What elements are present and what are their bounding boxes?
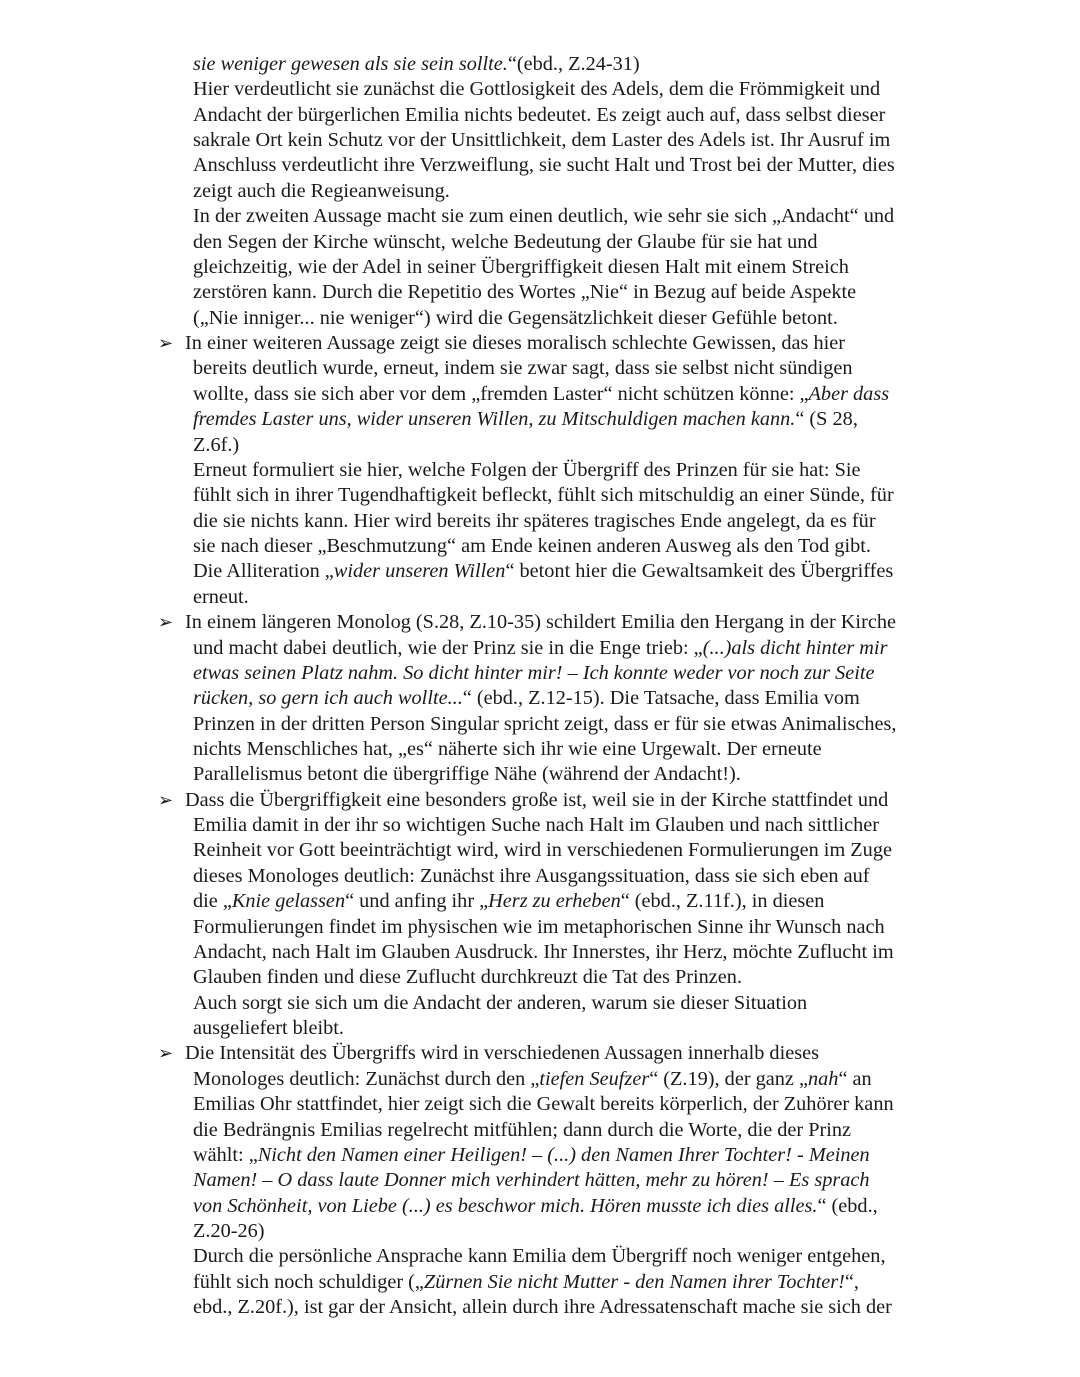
text-line <box>193 813 1060 838</box>
text-segment: “ an <box>838 1068 872 1090</box>
quote-segment: von Schönheit, von Liebe (...) es beschwor mich. Hören musste ich dies alles. <box>193 1195 818 1217</box>
text-line <box>193 1118 1060 1143</box>
text-segment: Emilias Ohr stattfindet, hier zeigt sich die Gewalt bereits körperlich, der Zuhörer kann <box>193 1093 894 1115</box>
text-segment: und macht dabei deutlich, wie der Prinz sie in die Enge trieb: „ <box>193 637 703 659</box>
text-segment: Prinzen in der dritten Person Singular spricht zeigt, dass er für sie etwas Animalisches, <box>193 713 897 735</box>
quote-segment: Namen! – O dass laute Donner mich verhindert hätten, mehr zu hören! – Es sprach <box>193 1169 870 1191</box>
text-segment: In der zweiten Aussage macht sie zum einen deutlich, wie sehr sie sich „Andacht“ und <box>193 205 895 227</box>
text-segment: Reinheit vor Gott beeinträchtigt wird, wird in verschiedenen Formulierungen im Zuge <box>193 839 892 861</box>
text-segment: („Nie inniger... nie weniger“) wird die Gegensätzlichkeit dieser Gefühle betont. <box>193 307 838 329</box>
text-line <box>193 1168 1060 1193</box>
text-segment: “ (ebd., Z.12-15). Die Tatsache, dass Emilia vom <box>462 687 860 709</box>
text-segment: “ (Z.19), der ganz „ <box>649 1068 809 1090</box>
text-line <box>193 559 1060 584</box>
text-segment: Z.20-26) <box>193 1220 265 1242</box>
text-line <box>193 636 1060 661</box>
text-segment: “ und anfing ihr „ <box>345 890 489 912</box>
text-line <box>193 686 1060 711</box>
text-segment: Andacht, nach Halt im Glauben Ausdruck. Ihr Innerstes, ihr Herz, möchte Zuflucht im <box>193 941 894 963</box>
text-line <box>193 991 1060 1016</box>
text-segment: Andacht der bürgerlichen Emilia nichts bedeutet. Es zeigt auch auf, dass selbst dieser <box>193 104 886 126</box>
text-line <box>193 483 1060 508</box>
text-segment: Dass die Übergriffigkeit eine besonders große ist, weil sie in der Kirche stattfindet und <box>185 789 889 811</box>
text-line <box>185 331 1060 356</box>
bullet-arrow-icon: ➢ <box>158 1043 174 1064</box>
text-segment: “ (ebd., <box>817 1195 878 1217</box>
text-line <box>193 1016 1060 1041</box>
text-line <box>193 1194 1060 1219</box>
quote-segment: nah <box>808 1068 839 1090</box>
text-line <box>193 1295 1060 1320</box>
text-line <box>193 230 1060 255</box>
text-segment: “ (S 28, <box>795 408 858 430</box>
bullet-arrow-icon: ➢ <box>158 333 174 354</box>
text-line <box>193 965 1060 990</box>
text-line <box>193 1270 1060 1295</box>
text-line <box>193 458 1060 483</box>
text-line <box>193 915 1060 940</box>
text-line <box>193 433 1060 458</box>
text-line <box>193 889 1060 914</box>
text-segment: “(ebd., Z.24-31) <box>507 53 640 75</box>
text-segment: Die Alliteration „ <box>193 560 334 582</box>
text-line <box>193 864 1060 889</box>
text-segment: erneut. <box>193 586 249 608</box>
text-line <box>193 52 1060 77</box>
text-segment: sie nach dieser „Beschmutzung“ am Ende keinen anderen Ausweg als den Tod gibt. <box>193 535 871 557</box>
text-segment: fühlt sich noch schuldiger („ <box>193 1271 424 1293</box>
quote-segment: etwas seinen Platz nahm. So dicht hinter mir! – Ich konnte weder vor noch zur Seite <box>193 662 875 684</box>
text-segment: die Bedrängnis Emilias regelrecht mitfühlen; dann durch die Worte, die der Prinz <box>193 1119 852 1141</box>
text-segment: “, <box>844 1271 859 1293</box>
text-line <box>193 1067 1060 1092</box>
text-line <box>193 356 1060 381</box>
quote-segment: tiefen Seufzer <box>539 1068 650 1090</box>
text-segment: gleichzeitig, wie der Adel in seiner Übergriffigkeit diesen Halt mit einem Streich <box>193 256 849 278</box>
text-segment: ausgeliefert bleibt. <box>193 1017 344 1039</box>
text-line <box>193 255 1060 280</box>
text-line <box>193 762 1060 787</box>
bullet-arrow-icon: ➢ <box>158 612 174 633</box>
quote-segment: Zürnen Sie nicht Mutter - den Namen ihrer Tochter! <box>423 1271 845 1293</box>
text-line <box>193 153 1060 178</box>
bullet-arrow-icon: ➢ <box>158 790 174 811</box>
text-segment: Durch die persönliche Ansprache kann Emilia dem Übergriff noch weniger entgehen, <box>193 1245 886 1267</box>
text-segment: Formulierungen findet im physischen wie im metaphorischen Sinne ihr Wunsch nach <box>193 916 885 938</box>
text-line <box>193 128 1060 153</box>
text-line <box>193 77 1060 102</box>
text-line <box>193 509 1060 534</box>
text-line <box>193 661 1060 686</box>
text-segment: den Segen der Kirche wünscht, welche Bedeutung der Glaube für sie hat und <box>193 231 818 253</box>
text-segment: wollte, dass sie sich aber vor dem „fremden Laster“ nicht schützen könne: „ <box>193 383 809 405</box>
quote-segment: (...)als dicht hinter mir <box>702 637 888 659</box>
text-line <box>185 1041 1060 1066</box>
text-segment: Emilia damit in der ihr so wichtigen Suche nach Halt im Glauben und nach sittlicher <box>193 814 880 836</box>
text-segment: Erneut formuliert sie hier, welche Folgen der Übergriff des Prinzen für sie hat: Sie <box>193 459 861 481</box>
text-line <box>193 1219 1060 1244</box>
text-segment: zeigt auch die Regieanweisung. <box>193 180 450 202</box>
quote-segment: fremdes Laster uns, wider unseren Willen, zu Mitschuldigen machen kann. <box>193 408 796 430</box>
text-segment: Parallelismus betont die übergriffige Nähe (während der Andacht!). <box>193 763 741 785</box>
text-segment: die „ <box>193 890 232 912</box>
text-segment: zerstören kann. Durch die Repetitio des Wortes „Nie“ in Bezug auf beide Aspekte <box>193 281 857 303</box>
text-line <box>193 1244 1060 1269</box>
text-line <box>193 534 1060 559</box>
text-line <box>193 838 1060 863</box>
text-line <box>193 940 1060 965</box>
quote-segment: Herz zu erheben <box>488 890 621 912</box>
quote-segment: Aber dass <box>808 383 890 405</box>
text-segment: “ betont hier die Gewaltsamkeit des Übergriffes <box>505 560 894 582</box>
quote-segment: Knie gelassen <box>231 890 346 912</box>
text-segment: wählt: „ <box>193 1144 258 1166</box>
text-line <box>193 1143 1060 1168</box>
text-segment: Auch sorgt sie sich um die Andacht der anderen, warum sie dieser Situation <box>193 992 808 1014</box>
text-line <box>193 306 1060 331</box>
text-segment: In einem längeren Monolog (S.28, Z.10-35) schildert Emilia den Hergang in der Kirche <box>185 611 896 633</box>
text-segment: In einer weiteren Aussage zeigt sie dieses moralisch schlechte Gewissen, das hier <box>185 332 846 354</box>
text-segment: Glauben finden und diese Zuflucht durchkreuzt die Tat des Prinzen. <box>193 966 743 988</box>
text-line <box>193 1092 1060 1117</box>
text-segment: Z.6f.) <box>193 434 240 456</box>
quote-segment: sie weniger gewesen als sie sein sollte. <box>193 53 508 75</box>
text-segment: nichts Menschliches hat, „es“ näherte sich ihr wie eine Urgewalt. Der erneute <box>193 738 822 760</box>
text-segment: dieses Monologes deutlich: Zunächst ihre Ausgangssituation, dass sie sich eben auf <box>193 865 870 887</box>
text-line <box>185 788 1060 813</box>
text-segment: Anschluss verdeutlicht ihre Verzweiflung, sie sucht Halt und Trost bei der Mutter, dies <box>193 154 895 176</box>
text-segment: Monologes deutlich: Zunächst durch den „ <box>193 1068 540 1090</box>
text-line <box>193 712 1060 737</box>
quote-segment: rücken, so gern ich auch wollte... <box>193 687 463 709</box>
text-line <box>193 382 1060 407</box>
text-segment: Hier verdeutlicht sie zunächst die Gottlosigkeit des Adels, dem die Frömmigkeit und <box>193 78 881 100</box>
text-segment: die sie nichts kann. Hier wird bereits ihr späteres tragisches Ende angelegt, da es für <box>193 510 876 532</box>
text-segment: ebd., Z.20f.), ist gar der Ansicht, allein durch ihre Adressatenschaft mache sie sich der <box>193 1296 892 1318</box>
text-line <box>193 407 1060 432</box>
text-segment: sakrale Ort kein Schutz vor der Unsittlichkeit, dem Laster des Adels ist. Ihr Ausruf im <box>193 129 891 151</box>
text-line <box>185 610 1060 635</box>
text-line <box>193 204 1060 229</box>
text-line <box>193 103 1060 128</box>
text-segment: Die Intensität des Übergriffs wird in verschiedenen Aussagen innerhalb dieses <box>185 1042 819 1064</box>
text-line <box>193 179 1060 204</box>
text-line <box>193 585 1060 610</box>
text-line <box>193 737 1060 762</box>
text-segment: bereits deutlich wurde, erneut, indem sie zwar sagt, dass sie selbst nicht sündigen <box>193 357 853 379</box>
text-line <box>193 280 1060 305</box>
text-segment: “ (ebd., Z.11f.), in diesen <box>620 890 825 912</box>
quote-segment: wider unseren Willen <box>333 560 506 582</box>
quote-segment: Nicht den Namen einer Heiligen! – (...) den Namen Ihrer Tochter! - Meinen <box>257 1144 870 1166</box>
text-segment: fühlt sich in ihrer Tugendhaftigkeit befleckt, fühlt sich mitschuldig an einer Sünde, für <box>193 484 894 506</box>
